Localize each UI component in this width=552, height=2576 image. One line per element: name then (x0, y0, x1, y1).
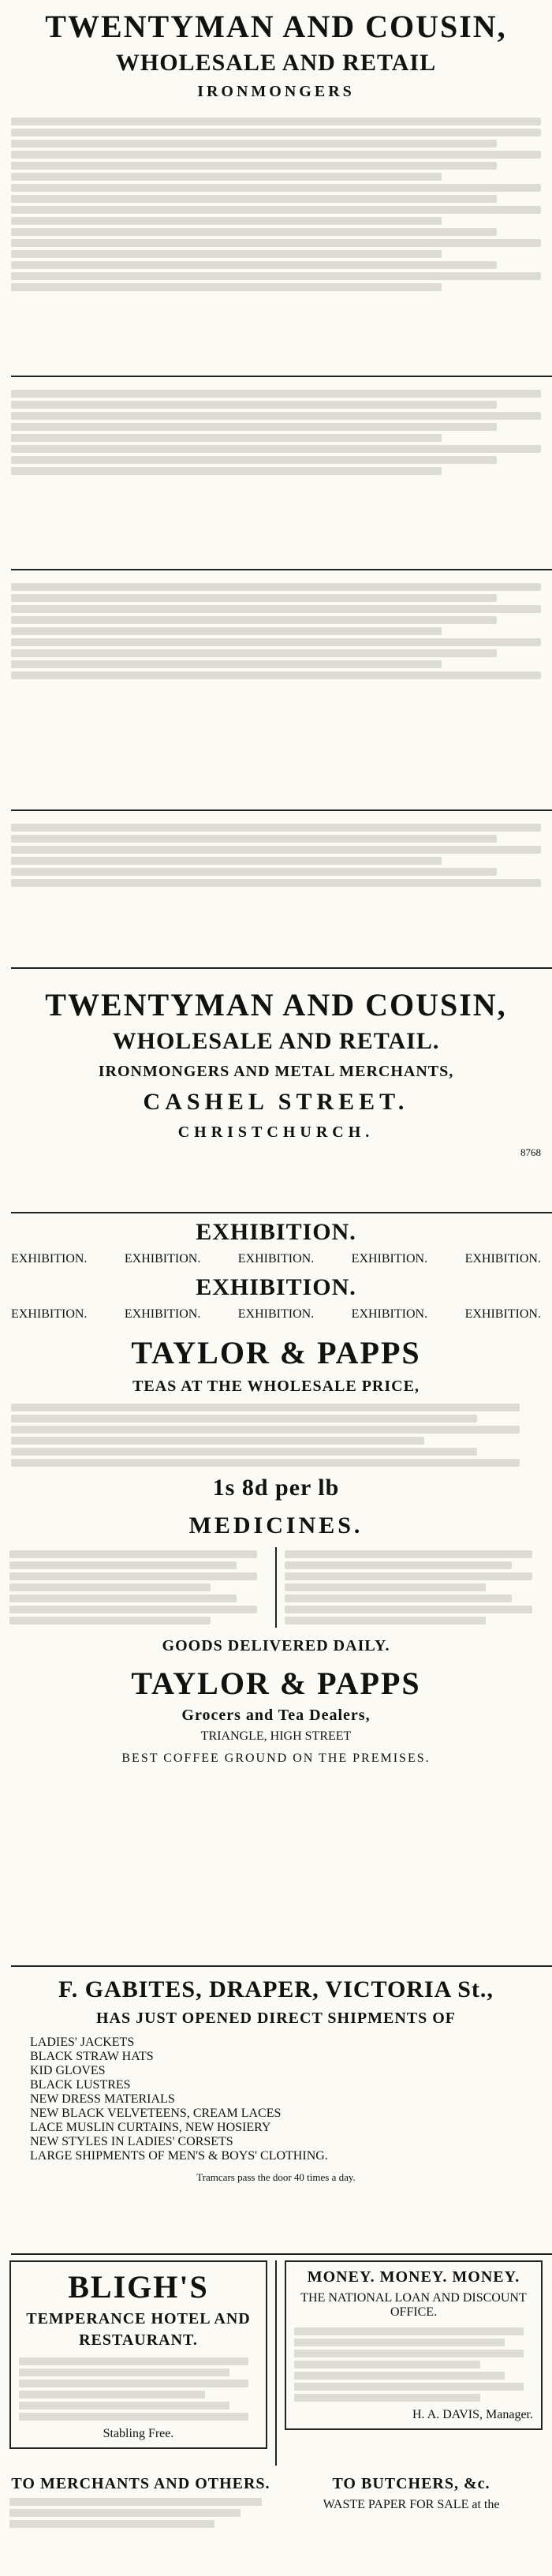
bligh-name: BLIGH'S (68, 2269, 209, 2305)
advert-mid (0, 986, 552, 1159)
bligh-subtitle-2: RESTAURANT. (79, 2331, 198, 2349)
advert-title: TWENTYMAN AND COUSIN, (45, 987, 507, 1023)
gabites-item: LADIES' JACKETS (30, 2036, 135, 2049)
advert-ref: 8768 (520, 1146, 541, 1158)
bligh-advert (9, 2260, 267, 2449)
to-merchants: TO MERCHANTS AND OTHERS. (11, 2475, 270, 2492)
gabites-note: Tramcars pass the door 40 times a day. (196, 2171, 356, 2183)
teas-line: TEAS AT THE WHOLESALE PRICE, (132, 1378, 420, 1395)
bottom-adverts (0, 2260, 552, 2531)
gabites-items (0, 2036, 552, 2163)
gabites-item: NEW BLACK VELVETEENS, CREAM LACES (30, 2107, 282, 2120)
bligh-stabling: Stabling Free. (103, 2427, 174, 2440)
divider (0, 963, 552, 974)
exhibition-row-item: EXHIBITION. (11, 1307, 88, 1321)
medicines-col-right (285, 1547, 543, 1628)
money-manager: H. A. DAVIS, Manager. (412, 2408, 533, 2421)
exhibition-header: EXHIBITION. (196, 1219, 356, 1245)
advert-subtitle: WHOLESALE AND RETAIL. (112, 1028, 440, 1054)
gabites-item: LACE MUSLIN CURTAINS, NEW HOSIERY (30, 2121, 271, 2134)
money-fine-print (294, 2327, 533, 2402)
medicines-heading: MEDICINES. (188, 1512, 364, 1538)
exhibition-fine-print (0, 1404, 552, 1467)
gabites-title: F. GABITES, DRAPER, VICTORIA St., (58, 1976, 494, 2002)
fine-print-block-3 (0, 580, 552, 682)
bligh-subtitle-1: TEMPERANCE HOTEL AND (26, 2310, 251, 2327)
exhibition-row (0, 1252, 552, 1266)
advert-top (0, 8, 552, 101)
firm-name: TAYLOR & PAPPS (131, 1666, 421, 1701)
waste-paper: WASTE PAPER FOR SALE at the (323, 2498, 500, 2511)
exhibition-row-item: EXHIBITION. (237, 1252, 315, 1266)
gabites-line: HAS JUST OPENED DIRECT SHIPMENTS OF (95, 2010, 456, 2027)
exhibition-row-item: EXHIBITION. (464, 1252, 541, 1266)
bottom-footer-row (0, 2475, 552, 2531)
divider (0, 1207, 552, 1218)
fine-print-block-2 (0, 387, 552, 478)
delivery-line: GOODS DELIVERED DAILY. (162, 1637, 390, 1654)
gabites-item: BLACK LUSTRES (30, 2078, 131, 2092)
footer-right (280, 2475, 543, 2531)
divider (0, 564, 552, 575)
divider (0, 371, 552, 382)
price: 1s 8d per lb (212, 1475, 340, 1501)
column-separator (275, 2260, 277, 2466)
grocers-line: Grocers and Tea Dealers, (181, 1707, 371, 1724)
coffee-line: BEST COFFEE GROUND ON THE PREMISES. (121, 1752, 431, 1765)
advert-gabites (0, 1976, 552, 2184)
fine-print-block-4 (0, 821, 552, 890)
medicines-list (0, 1547, 552, 1628)
exhibition-header: EXHIBITION. (196, 1274, 356, 1300)
divider (0, 805, 552, 816)
exhibition-row-item: EXHIBITION. (124, 1252, 201, 1266)
bligh-fine-print (19, 2357, 258, 2421)
advert-subtitle: WHOLESALE AND RETAIL (115, 50, 437, 76)
money-advert (285, 2260, 543, 2430)
money-office: THE NATIONAL LOAN AND DISCOUNT OFFICE. (300, 2291, 527, 2319)
advert-section: IRONMONGERS (197, 83, 355, 100)
exhibition-row-item: EXHIBITION. (237, 1307, 315, 1321)
divider (0, 1961, 552, 1972)
money-header: MONEY. MONEY. MONEY. (307, 2268, 520, 2286)
address-line: TRIANGLE, HIGH STREET (200, 1729, 352, 1743)
advert-city: CHRISTCHURCH. (177, 1123, 375, 1141)
medicines-col-left (9, 1547, 267, 1628)
bottom-two-column (0, 2260, 552, 2466)
exhibition-row-item: EXHIBITION. (124, 1307, 201, 1321)
divider (0, 2249, 552, 2260)
gabites-item: KID GLOVES (30, 2064, 106, 2077)
exhibition-row (0, 1307, 552, 1322)
advert-line: IRONMONGERS AND METAL MERCHANTS, (98, 1063, 454, 1080)
advert-street: CASHEL STREET. (143, 1089, 409, 1115)
to-merchants-fine-print (9, 2498, 272, 2528)
gabites-item: LARGE SHIPMENTS OF MEN'S & BOYS' CLOTHING. (30, 2149, 328, 2163)
gabites-item: NEW DRESS MATERIALS (30, 2092, 175, 2106)
column-separator (275, 1547, 277, 1628)
firm-name: TAYLOR & PAPPS (131, 1335, 421, 1370)
exhibition-row-item: EXHIBITION. (351, 1307, 428, 1321)
fine-print-block-1 (0, 114, 552, 294)
gabites-item: NEW STYLES IN LADIES' CORSETS (30, 2135, 233, 2148)
advert-exhibition (0, 1219, 552, 1766)
gabites-item: BLACK STRAW HATS (30, 2050, 154, 2063)
footer-left (9, 2475, 272, 2531)
exhibition-row-item: EXHIBITION. (464, 1307, 541, 1321)
exhibition-row-item: EXHIBITION. (351, 1252, 428, 1266)
advert-title: TWENTYMAN AND COUSIN, (45, 9, 507, 44)
to-butchers: TO BUTCHERS, &c. (332, 2475, 490, 2492)
exhibition-row-item: EXHIBITION. (11, 1252, 88, 1266)
